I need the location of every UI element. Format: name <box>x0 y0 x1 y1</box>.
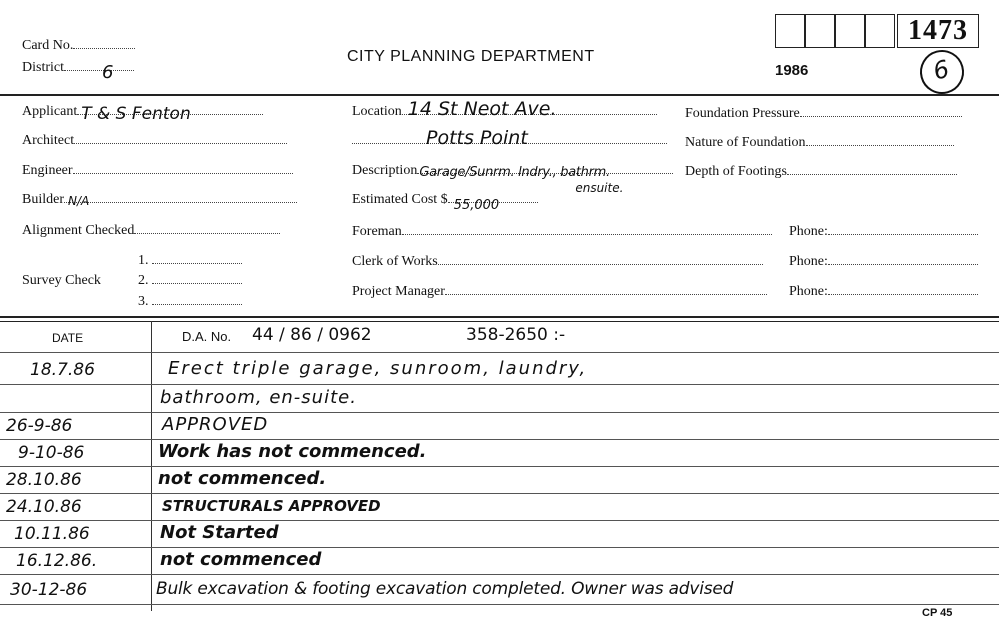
district-value: 6 <box>102 62 114 83</box>
header-divider <box>0 94 999 96</box>
entry-text: Bulk excavation & footing excavation completed. Owner was advised <box>156 579 734 599</box>
number-box <box>865 14 895 48</box>
survey-check-label: Survey Check <box>22 273 101 288</box>
table-row-line <box>0 466 999 467</box>
description-label: Description <box>352 163 418 178</box>
project-manager-label: Project Manager <box>352 284 445 299</box>
entry-text: STRUCTURALS APPROVED <box>162 497 381 515</box>
da-number-value: 44 / 86 / 0962 <box>252 325 372 345</box>
engineer-label: Engineer <box>22 163 73 178</box>
table-top-border-inner <box>0 321 999 322</box>
number-box <box>775 14 805 48</box>
table-row <box>0 441 999 467</box>
architect-field <box>22 133 287 149</box>
entry-date: 26-9-86 <box>6 416 73 436</box>
architect-label: Architect <box>22 133 75 148</box>
estimated-cost-label: Estimated Cost $ <box>352 192 448 207</box>
description-value: Garage/Sunrm. lndry., bathrm. <box>419 165 610 180</box>
entry-date: 10.11.86 <box>14 524 90 544</box>
phone-number-value: 358-2650 :- <box>466 325 566 345</box>
estimated-cost-field <box>352 192 538 213</box>
table-row <box>0 522 999 548</box>
table-row <box>0 576 999 604</box>
table-row-line <box>0 547 999 548</box>
applicant-label: Applicant <box>22 104 78 119</box>
builder-field <box>22 192 297 208</box>
location-line1: 14 St Neot Ave. <box>407 98 557 120</box>
applicant-field <box>22 104 263 124</box>
circled-number: 6 <box>930 54 953 86</box>
table-row-line <box>0 412 999 413</box>
table-row-line <box>0 352 999 353</box>
alignment-field <box>22 223 280 239</box>
form-code: CP 45 <box>922 607 953 619</box>
entry-text: Erect triple garage, sunroom, laundry, <box>168 358 588 379</box>
entry-date: 24.10.86 <box>6 497 82 517</box>
entry-date: 16.12.86. <box>16 551 98 571</box>
table-row-line <box>0 493 999 494</box>
number-box <box>835 14 865 48</box>
phone-label: Phone: <box>789 254 828 269</box>
circled-district-stamp <box>915 45 969 99</box>
description-extra: ensuite. <box>575 181 624 195</box>
pm-phone-field <box>789 284 978 300</box>
survey-item: 2. <box>138 273 242 289</box>
location-field <box>352 98 657 120</box>
table-row <box>0 387 999 413</box>
card-number-box <box>897 14 979 48</box>
phone-label: Phone: <box>789 284 828 299</box>
depth-footings-field <box>685 164 957 180</box>
project-manager-field <box>352 284 767 300</box>
foundation-pressure-field <box>685 106 962 122</box>
estimated-cost-value: 55,000 <box>453 198 500 213</box>
entry-text: APPROVED <box>162 414 269 435</box>
survey-item: 1. <box>138 253 242 269</box>
page-title: CITY PLANNING DEPARTMENT <box>347 48 595 65</box>
number-box <box>805 14 835 48</box>
table-row <box>0 356 999 384</box>
foreman-phone-field <box>789 224 978 240</box>
clerk-phone-field <box>789 254 978 270</box>
foundation-pressure-label: Foundation Pressure <box>685 106 800 121</box>
phone-label: Phone: <box>789 224 828 239</box>
builder-value: N/A <box>68 194 90 208</box>
survey-item: 3. <box>138 294 242 310</box>
table-row <box>0 414 999 440</box>
table-row-line <box>0 384 999 385</box>
clerk-field <box>352 254 763 270</box>
nature-foundation-field <box>685 135 954 151</box>
table-row-line <box>0 574 999 575</box>
table-row-line <box>0 439 999 440</box>
description-field <box>352 163 673 195</box>
entry-text: Not Started <box>160 522 279 543</box>
alignment-label: Alignment Checked <box>22 223 135 238</box>
entry-date: 9-10-86 <box>18 443 85 463</box>
entry-date: 18.7.86 <box>30 360 95 380</box>
table-row <box>0 495 999 521</box>
year-label: 1986 <box>775 62 809 79</box>
table-row-line <box>0 520 999 521</box>
clerk-label: Clerk of Works <box>352 254 438 269</box>
depth-footings-label: Depth of Footings <box>685 164 787 179</box>
district-field <box>22 60 134 83</box>
entry-date: 28.10.86 <box>6 470 82 490</box>
card-no-label: Card No. <box>22 38 74 53</box>
entry-text: not commenced. <box>158 468 327 489</box>
entry-text: not commenced <box>160 549 322 570</box>
location-line2-field <box>352 127 667 149</box>
table-row <box>0 549 999 575</box>
da-number-label: D.A. No. <box>182 329 232 344</box>
applicant-value: T & S Fenton <box>81 104 191 124</box>
table-row-line <box>0 604 999 605</box>
district-label: District <box>22 60 64 75</box>
foreman-label: Foreman <box>352 224 402 239</box>
card-number: 1473 <box>908 15 968 46</box>
engineer-field <box>22 163 293 179</box>
table-row <box>0 468 999 494</box>
card-no-field <box>22 38 135 54</box>
entry-date: 30-12-86 <box>10 580 88 600</box>
entry-text: Work has not commenced. <box>158 441 427 462</box>
entry-text: bathroom, en-suite. <box>160 387 357 408</box>
location-label: Location <box>352 104 402 119</box>
nature-foundation-label: Nature of Foundation <box>685 135 806 150</box>
table-top-border <box>0 316 999 318</box>
foreman-field <box>352 224 772 240</box>
builder-label: Builder <box>22 192 64 207</box>
location-line2: Potts Point <box>426 127 528 149</box>
date-column-header: DATE <box>52 331 84 345</box>
